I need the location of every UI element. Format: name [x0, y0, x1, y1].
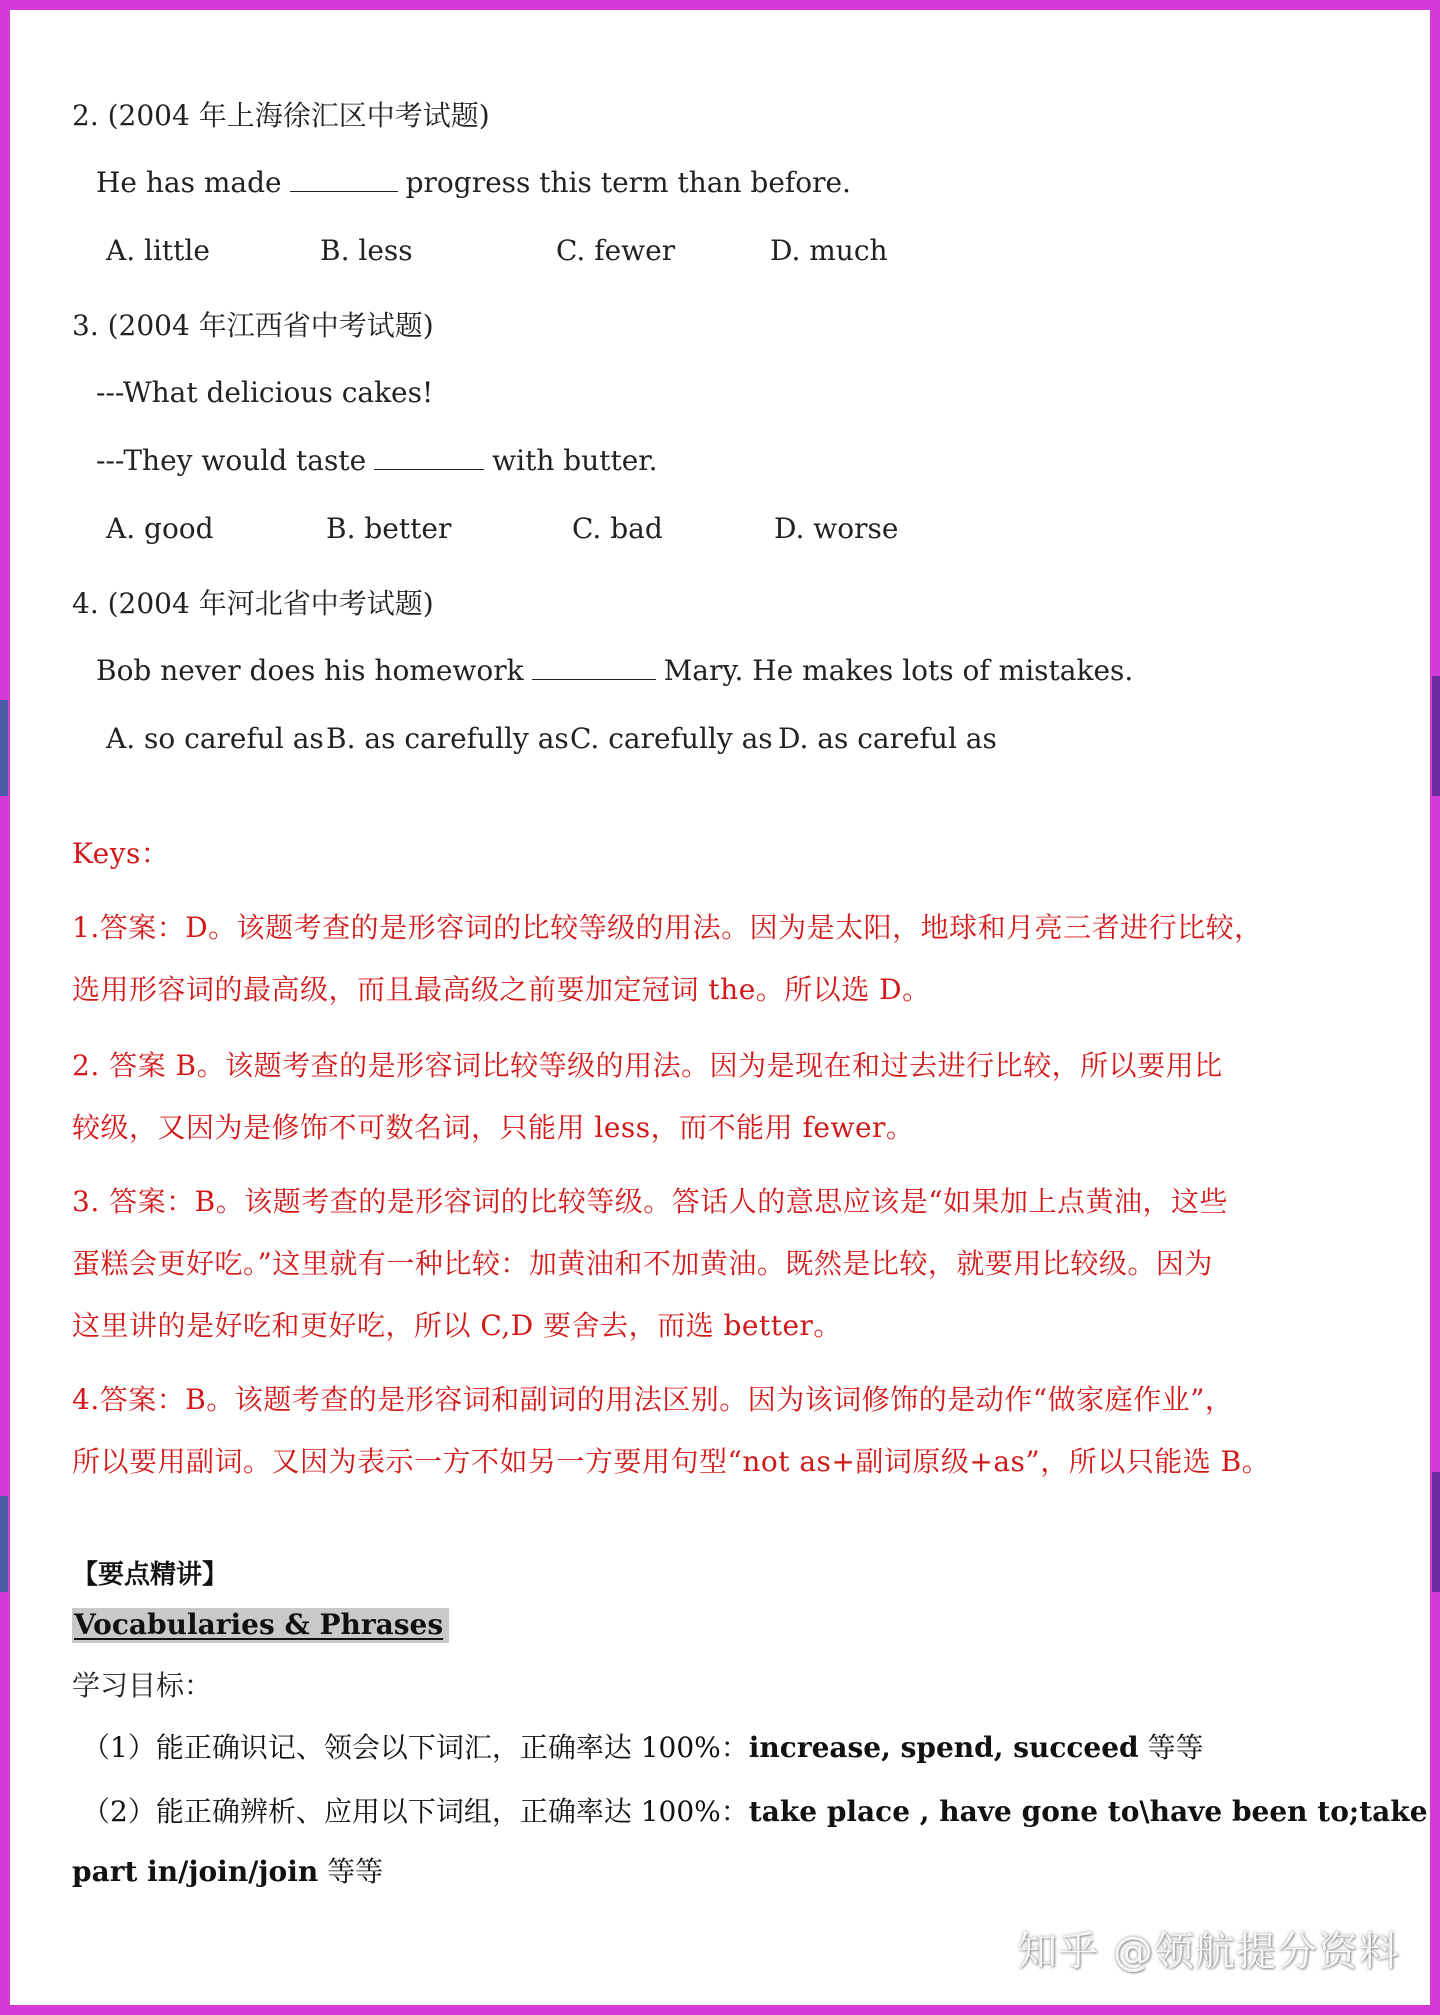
learning-goal-2	[82, 1790, 1428, 1830]
key-2-line-1: 2. 答案 B。该题考查的是形容词比较等级的用法。因为是现在和过去进行比较，所以要用比	[72, 1049, 1223, 1082]
learning-goal-2-prefix: （2）能正确辨析、应用以下词组，正确率达 100%：	[82, 1795, 749, 1828]
left-edge-strip-lower	[0, 1496, 8, 1592]
question-2-stem	[96, 166, 851, 199]
vocab-heading: Vocabularies & Phrases	[72, 1608, 449, 1643]
question-3-stem-before: ---They would taste	[96, 444, 367, 477]
learning-goal-2-words-line1: take place , have gone to\have been to;take	[748, 1795, 1428, 1828]
question-4-heading: 4. (2004 年河北省中考试题)	[72, 587, 434, 620]
key-4-line-2: 所以要用副词。又因为表示一方不如另一方要用句型“not as+副词原级+as”，所以只能选 B。	[72, 1445, 1271, 1478]
question-4-stem	[96, 654, 1133, 687]
left-edge-strip-upper	[0, 700, 8, 796]
question-3-option-a: A. good	[106, 512, 214, 545]
key-points-title: 【要点精讲】	[72, 1560, 229, 1590]
learning-goal-2-suffix: 等等	[318, 1855, 384, 1888]
key-4-line-1: 4.答案：B。该题考查的是形容词和副词的用法区别。因为该词修饰的是动作“做家庭作业”，	[72, 1383, 1234, 1416]
question-4-option-a: A. so careful as	[106, 722, 324, 755]
question-3-heading: 3. (2004 年江西省中考试题)	[72, 309, 434, 342]
key-2-line-2: 较级，又因为是修饰不可数名词，只能用 less，而不能用 fewer。	[72, 1111, 915, 1144]
question-2-stem-before: He has made	[96, 166, 282, 199]
question-4-blank	[532, 659, 656, 680]
question-2-heading: 2. (2004 年上海徐汇区中考试题)	[72, 99, 490, 132]
question-2-stem-after: progress this term than before.	[405, 166, 851, 199]
question-2-option-a: A. little	[106, 234, 210, 267]
watermark: 知乎 @领航提分资料	[1017, 1929, 1400, 1975]
question-2-blank	[290, 171, 398, 192]
right-edge-strip-upper	[1432, 676, 1440, 796]
question-2-option-d: D. much	[770, 234, 888, 267]
question-3-option-d: D. worse	[774, 512, 899, 545]
question-4-option-b: B. as carefully as	[326, 722, 569, 755]
question-3-option-b: B. better	[326, 512, 452, 545]
question-3-line1: ---What delicious cakes!	[96, 376, 434, 409]
key-1-line-2: 选用形容词的最高级，而且最高级之前要加定冠词 the。所以选 D。	[72, 973, 931, 1006]
key-3-line-1: 3. 答案：B。该题考查的是形容词的比较等级。答话人的意思应该是“如果加上点黄油，这些	[72, 1185, 1229, 1218]
learning-goal-label: 学习目标：	[72, 1669, 213, 1702]
question-4-stem-before: Bob never does his homework	[96, 654, 524, 687]
question-3-option-c: C. bad	[572, 512, 663, 545]
question-2-option-b: B. less	[320, 234, 413, 267]
key-1-line-1: 1.答案：D。该题考查的是形容词的比较等级的用法。因为是太阳，地球和月亮三者进行比较，	[72, 911, 1263, 944]
right-edge-strip-lower	[1432, 1472, 1440, 1592]
page-content	[10, 10, 1430, 2005]
question-3-stem-after: with butter.	[492, 444, 658, 477]
learning-goal-1	[82, 1726, 1204, 1766]
learning-goal-2-continued	[72, 1850, 383, 1890]
key-3-line-3: 这里讲的是好吃和更好吃，所以 C,D 要舍去，而选 better。	[72, 1309, 842, 1342]
question-3-stem	[96, 444, 658, 477]
learning-goal-1-suffix: 等等	[1138, 1731, 1204, 1764]
keys-label: Keys：	[72, 837, 170, 870]
question-2-option-c: C. fewer	[556, 234, 676, 267]
question-4-stem-after: Mary. He makes lots of mistakes.	[663, 654, 1134, 687]
learning-goal-1-prefix: （1）能正确识记、领会以下词汇，正确率达 100%：	[82, 1731, 749, 1764]
key-3-line-2: 蛋糕会更好吃。”这里就有一种比较：加黄油和不加黄油。既然是比较，就要用比较级。因为	[72, 1247, 1213, 1280]
document-page	[10, 10, 1430, 2005]
question-4-option-c: C. carefully as	[570, 722, 773, 755]
learning-goal-2-words-line2: part in/join/join	[72, 1855, 319, 1888]
question-4-option-d: D. as careful as	[778, 722, 997, 755]
learning-goal-1-words: increase, spend, succeed	[748, 1731, 1139, 1764]
question-3-blank	[374, 449, 484, 470]
